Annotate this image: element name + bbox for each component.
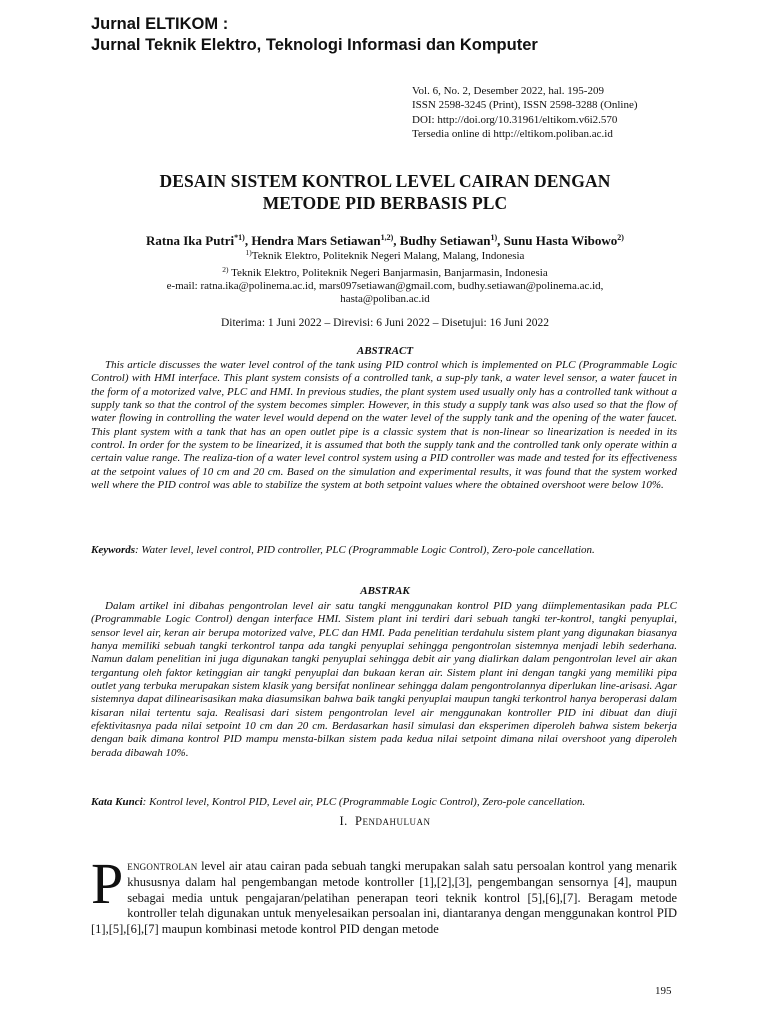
keywords-label: Keywords — [91, 544, 135, 556]
title-line-1: DESAIN SISTEM KONTROL LEVEL CAIRAN DENGAN — [159, 171, 611, 191]
paper-title — [91, 170, 679, 214]
email-line-2: hasta@poliban.ac.id — [340, 293, 430, 305]
journal-name: Jurnal ELTIKOM : — [91, 15, 229, 33]
author-separator: , — [244, 233, 252, 248]
title-line-2: METODE PID BERBASIS PLC — [262, 193, 508, 213]
volume-info: Vol. 6, No. 2, Desember 2022, hal. 195-209 — [412, 85, 604, 97]
journal-subtitle: Jurnal Teknik Elektro, Teknologi Informasi dan Komputer — [91, 36, 538, 54]
author-name: Ratna Ika Putri — [146, 233, 235, 248]
page-number: 195 — [655, 985, 672, 997]
introduction-paragraph — [91, 851, 677, 938]
affiliations — [91, 246, 679, 306]
affiliation-text: Teknik Elektro, Politeknik Negeri Malang, Malang, Indonesia — [251, 250, 525, 262]
author-name: Sunu Hasta Wibowo — [503, 233, 618, 248]
abstract-heading: ABSTRACT — [356, 345, 414, 357]
author-separator: , — [497, 233, 504, 248]
abstrak-text: Dalam artikel ini dibahas pengontrolan level air satu tangki menggunakan kontrol PID yang diimplementasikan pada PLC (Programmable Logic Control) dengan interface HMI. Sistem plant ini terdiri dari sebuah tangki ter-kontrol, tangki penyuplai, sensor level air, keran air berupa motorized valve, PLC dan HMI. Pada penelitian terdahulu sistem plant yang digunakan biasanya hanya memiliki sebuah tangki terkontrol tanpa ada tangki penyuplai sehingga pengontrolan sistemnya menjadi lebih sederhana. Namun dalam penelitian ini juga digunakan tangki penyuplai sehingga debit air yang dialirkan dalam pengontrolan level air akan tergantung oleh faktor ketinggian air tangki penyuplai dan bukaan keran air. Sistem plant ini dengan tangki yang memiliki pipa outlet yang terbuka merupakan sistem klasik yang bersifat nonlinear sehingga dalam pengontrolannya diperlukan line-arisasi. Agar sistemnya dapat dilinearisasikan maka diasumsikan bahwa baik tangki penyuplai maupun tangki terkontrol hanya beroperasi dalam kisaran nilai tertentu saja. Realisasi dari sistem pengontrolan level air menggunakan kontroller PID ini dibuat dan diuji efektivitasnya pada nilai setpoint 10 cm dan 20 cm. Berdasarkan hasil simulasi dan eksperimen diperoleh bahwa sistem bekerja dengan baik dimana kontrol PID mampu mensta-bilkan sistem pada kedua nilai setpoint dimana nilai overshoot yang diperoleh berada dibawah 10%. — [91, 600, 677, 759]
author-name: Hendra Mars Setiawan — [251, 233, 381, 248]
author-name: Budhy Setiawan — [399, 233, 491, 248]
affiliation-text: Teknik Elektro, Politeknik Negeri Banjarmasin, Banjarmasin, Indonesia — [228, 267, 548, 279]
drop-cap: P — [91, 851, 124, 916]
author-separator: , — [393, 233, 400, 248]
section-heading — [91, 813, 679, 829]
abstrak-heading: ABSTRAK — [360, 585, 410, 597]
section-title: Pendahuluan — [355, 814, 431, 828]
section-number: I. — [339, 814, 348, 828]
doi-link[interactable]: DOI: http://doi.org/10.31961/eltikom.v6i2.570 — [412, 113, 618, 126]
affiliation-mark: 1) — [245, 248, 252, 257]
keywords — [91, 544, 677, 557]
submission-dates: Diterima: 1 Juni 2022 – Direvisi: 6 Juni 2022 – Disetujui: 16 Juni 2022 — [220, 317, 550, 329]
kata-kunci — [91, 796, 677, 809]
author-affil-mark: 1) — [490, 233, 498, 242]
abstract-text: This article discusses the water level control of the tank using PID control which is implemented on PLC (Programmable Logic Control) with HMI interface. This plant system consists of a controlled tank, a sup-ply tank, a water level sensor, a water faucet in the form of a motorized valve, PLC and HMI. In previous studies, the plant system used usually only has a controlled tank without a supply tank so that the control of the system becomes simpler. However, in this study a supply tank was also used so that the flow of water flowing in controlling the water level would depend on the water level of the supply tank and the opening of the water faucet. This plant system with a tank that has an open outlet pipe is a classic system that is non-linear so linearization is needed in its control. In order for the system to be linearized, it is assumed that both the supply tank and the controlled tank only operate within a certain value range. The realiza-tion of a water level control system using a PID controller was made and tested for its effectiveness at the setpoint values of 10 cm and 20 cm. Based on the simulation and experimental results, it was found that the system worked well where the PID control was able to stabilize the system at both setpoint values where the obtained overshoot were below 10%. — [91, 359, 677, 492]
affiliation-2 — [91, 263, 679, 280]
kata-kunci-text: : Kontrol level, Kontrol PID, Level air, PLC (Programmable Logic Control), Zero-pole cancellation. — [142, 796, 586, 808]
email-line-1: e-mail: ratna.ika@polinema.ac.id, mars097setiawan@gmail.com, budhy.setiawan@polinema.ac.id, — [166, 280, 604, 292]
publication-meta — [412, 84, 638, 141]
keywords-text: : Water level, level control, PID controller, PLC (Programmable Logic Control), Zero-pole cancellation. — [135, 544, 595, 556]
affiliation-1 — [91, 246, 679, 263]
author-affil-mark: 1,2) — [380, 233, 394, 242]
kata-kunci-label: Kata Kunci — [91, 796, 143, 808]
journal-header — [91, 14, 538, 56]
issn-info: ISSN 2598-3245 (Print), ISSN 2598-3288 (Online) — [412, 99, 638, 112]
online-link[interactable]: Tersedia online di http://eltikom.poliban.ac.id — [412, 127, 613, 140]
author-affil-mark: 2) — [617, 233, 624, 242]
intro-lead-word: engontrolan — [127, 859, 198, 873]
affiliation-mark: 2) — [222, 265, 229, 274]
author-affil-mark: *1) — [234, 233, 245, 242]
intro-text: level air atau cairan pada sebuah tangki merupakan salah satu persoalan kontrol yang menarik khususnya dalam hal pengembangan metode kontroller [1],[2],[3], pengembangan sensornya [4], maupun sebagai media untuk pengajaran/pelatihan penerapan teori teknik kontrol [5],[6],[7]. Beragam metode kontroller telah digunakan untuk menyelesaikan persoalan ini, diantaranya dengan menggunakan kontrol PID [1],[5],[6],[7] maupun kombinasi metode kontrol PID dengan metode — [91, 859, 677, 937]
